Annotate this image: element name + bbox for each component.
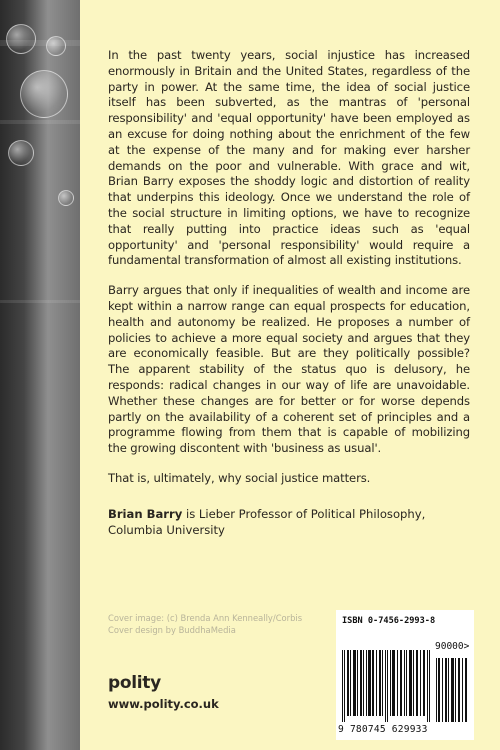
ean-barcode <box>342 650 432 722</box>
author-bio-text: is Lieber Professor of Political Philosophy, Columbia University <box>108 506 426 537</box>
blurb-paragraph-2: Barry argues that only if inequalities of wealth and income are kept within a narrow range can equal prospects for education, health and autonomy be realized. He proposes a number of policies to achieve a more equal society and argues that they are economically feasible. But are they politically possible? The apparent stability of the status quo is delusory, he responds: radical changes in our way of life are unavoidable. Whether these changes are for better or for worse depends partly on the availability of a coherent set of principles and a programme flowing from them that is capable of mobilizing the growing discontent with 'business as usual'. <box>108 283 470 456</box>
addon-barcode <box>436 658 468 722</box>
blurb-paragraph-1: In the past twenty years, social injustice has increased enormously in Britain and the United States, regardless of the party in power. At the same time, the idea of social justice itself has been subverted, as the mantras of 'personal responsibility' and 'equal opportunity' have been employed as an excuse for doing nothing about the enrichment of the few at the expense of the many and for making ever harsher demands on the poor and vulnerable. With grace and wit, Brian Barry exposes the shoddy logic and distortion of reality that underpins this ideology. Once we understand the role of the social structure in limiting options, we have to recognize that really putting into practice ideas such as 'equal opportunity' and 'personal responsibility' would require a fundamental transformation of almost all existing institutions. <box>108 48 470 268</box>
blurb-paragraph-3: That is, ultimately, why social justice matters. <box>108 470 371 485</box>
ean-digits: 9 780745 629933 <box>338 724 428 735</box>
bubble-decoration <box>8 140 34 166</box>
cover-design-credit: Cover design by BuddhaMedia <box>108 625 236 635</box>
bubble-decoration <box>46 36 66 56</box>
bubble-decoration <box>20 70 68 118</box>
cover-credits <box>108 612 302 636</box>
cover-photo-strip <box>0 0 80 750</box>
publisher-website: www.polity.co.uk <box>108 697 219 711</box>
back-cover-text <box>108 48 470 538</box>
cover-image-credit: Cover image: (c) Brenda Ann Kenneally/Corbis <box>108 613 303 623</box>
isbn-label: ISBN 0-7456-2993-8 <box>342 616 436 626</box>
publisher-logo: polity <box>108 673 161 693</box>
barcode-addon-digits: 90000> <box>435 641 470 652</box>
bubble-decoration <box>6 24 36 54</box>
bubble-decoration <box>58 190 74 206</box>
author-bio <box>108 507 470 539</box>
author-name: Brian Barry <box>108 506 183 521</box>
barcode-panel <box>336 610 474 740</box>
